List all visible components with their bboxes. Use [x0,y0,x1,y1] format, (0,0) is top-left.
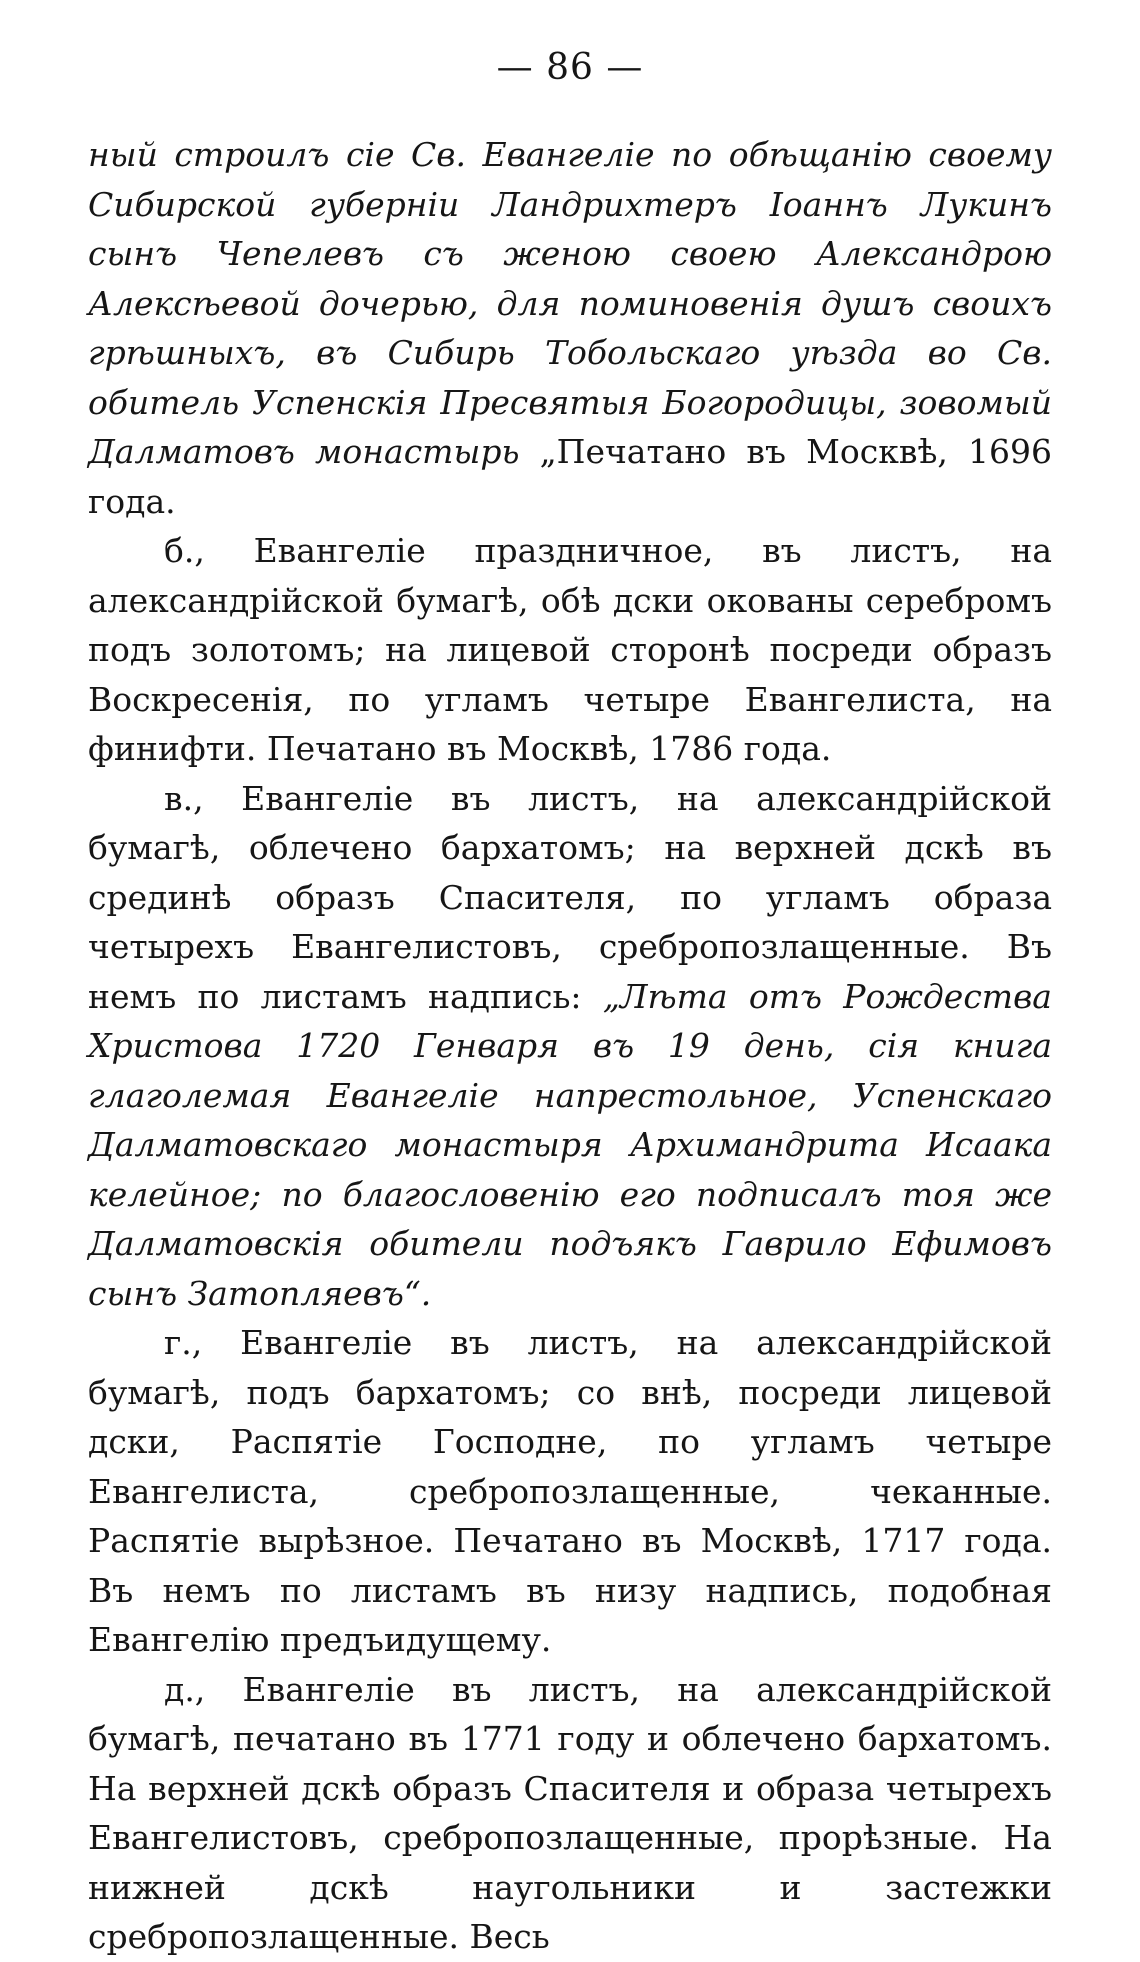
text-run: „Печатано въ Москвѣ, 1696 года. [88,432,1052,521]
text-run: г., Евангеліе въ листъ, на александрійской бумагѣ, подъ бархатомъ; со внѣ, посреди лицевой дски, Распятіе Господне, по угламъ четыре Евангелиста, сребропозлащенные, чеканные. Распятіе вырѣзное. Печатано въ Москвѣ, 1717 года. Въ немъ по листамъ въ низу надпись, подобная Евангелію предъидущему. [88,1323,1052,1659]
paragraph-1 [88,130,1052,526]
page-number: — 86 — [496,47,644,88]
body-text [88,130,1052,1962]
text-run: б., Евангеліе праздничное, въ листъ, на александрійской бумагѣ, обѣ дски окованы серебромъ подъ золотомъ; на лицевой сторонѣ посреди образъ Воскресенія, по угламъ четыре Евангелиста, на финифти. Печатано въ Москвѣ, 1786 года. [88,531,1052,768]
paragraph-5 [88,1665,1052,1962]
paragraph-4 [88,1318,1052,1665]
text-run: ный строилъ сіе Св. Евангеліе по обѣщанію своему Сибирской губерніи Ландрихтеръ Іоаннъ Лукинъ сынъ Чепелевъ съ женою своею Александрою Алексѣевой дочерью, для поминовенія душъ своихъ грѣшныхъ, въ Сибирь Тобольскаго уѣзда во Св. обитель Успенскія Пресвятыя Богородицы, зовомый Далматовъ монастырь [88,135,1052,471]
text-run: д., Евангеліе въ листъ, на александрійской бумагѣ, печатано въ 1771 году и облечено бархатомъ. На верхней дскѣ образъ Спасителя и образа четырехъ Евангелистовъ, сребропозлащенные, прорѣзные. На нижней дскѣ наугольники и застежки сребропозлащенные. Весь [88,1669,1052,1956]
paragraph-2 [88,526,1052,774]
document-page [88,48,1052,1962]
text-run: „Лѣта отъ Рождества Христова 1720 Генваря въ 19 день, сія книга глаголемая Евангеліе напрестольное, Успенскаго Далматовскаго монастыря Архимандрита Исаака келейное; по благословенію его подписалъ тоя же Далматовскія обители подъякъ Гаврило Ефимовъ сынъ Затопляевъ“. [88,976,1052,1313]
paragraph-3 [88,774,1052,1319]
text-run: в., Евангеліе въ листъ, на александрійской бумагѣ, облечено бархатомъ; на верхней дскѣ въ срединѣ образъ Спасителя, по угламъ образа четырехъ Евангелистовъ, сребропозлащенные. Въ немъ по листамъ надпись: [88,778,1052,1016]
